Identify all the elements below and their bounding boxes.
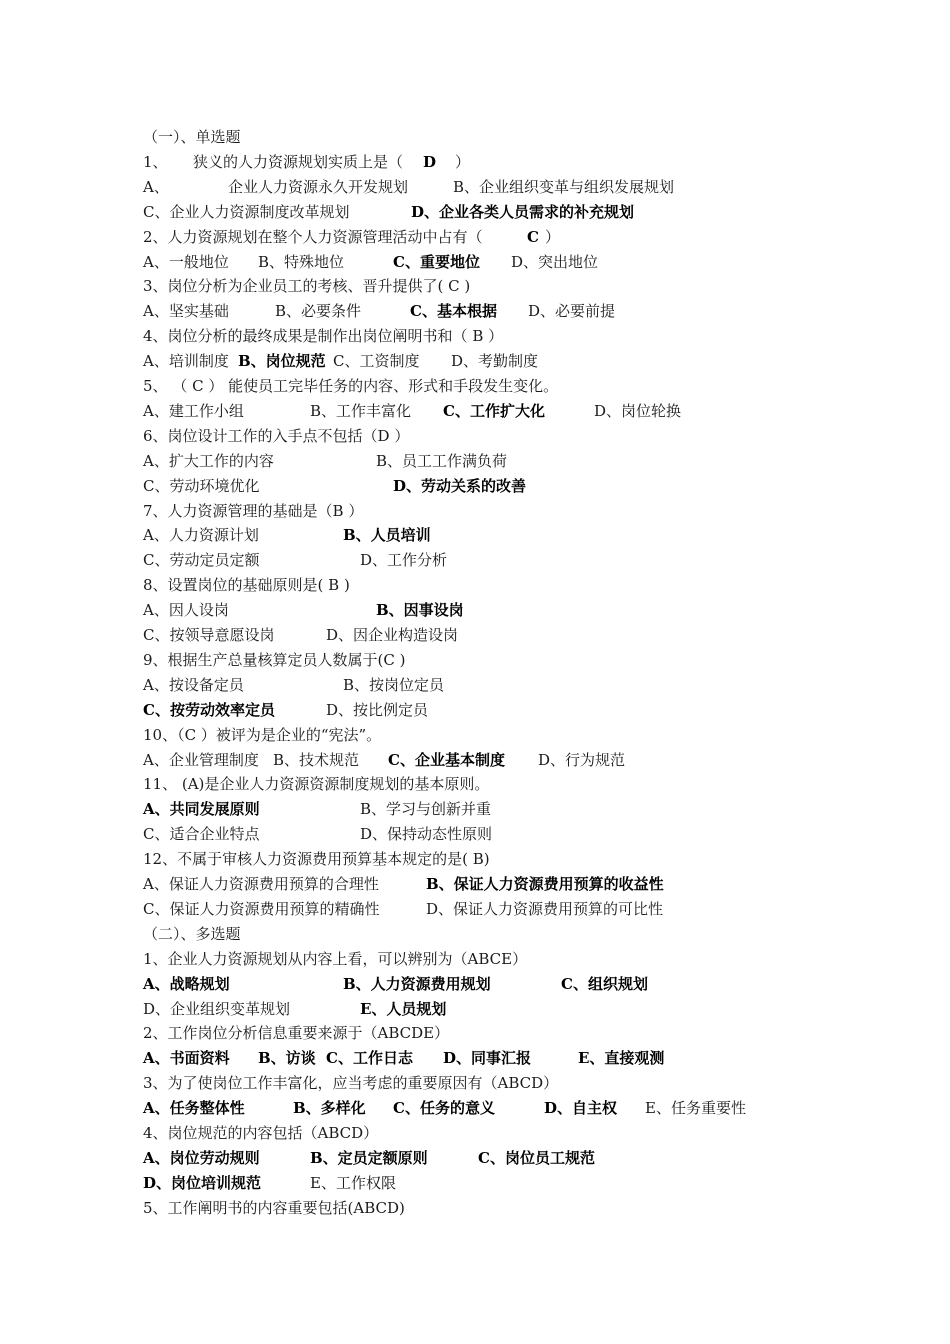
line-text: 企业人力资源永久开发规划 bbox=[228, 177, 409, 196]
line-text: 4、岗位规范的内容包括（ABCD） bbox=[143, 1124, 379, 1142]
answer-text: C、重要地位 bbox=[393, 252, 480, 271]
line-text: A、保证人力资源费用预算的合理性 bbox=[143, 875, 379, 893]
text-line bbox=[143, 748, 933, 772]
line-text: D、行为规范 bbox=[538, 750, 626, 769]
answer-text: C、任务的意义 bbox=[393, 1099, 495, 1118]
text-line bbox=[143, 673, 933, 697]
line-text: B、企业组织变革与组织发展规划 bbox=[453, 177, 675, 196]
line-text: 5、 （ C ） 能使员工完毕任务的内容、形式和手段发生变化。 bbox=[143, 377, 559, 395]
line-text: A、一般地位 bbox=[143, 252, 229, 271]
text-line bbox=[143, 399, 933, 423]
text-line bbox=[143, 922, 933, 946]
line-text: C、企业人力资源制度改革规划 bbox=[143, 202, 350, 221]
line-text: 10、（C ）被评为是企业的“宪法”。 bbox=[143, 725, 382, 744]
line-text: 2、人力资源规划在整个人力资源管理活动中占有（ bbox=[143, 227, 483, 246]
line-text: A、扩大工作的内容 bbox=[143, 451, 274, 470]
answer-text: B、保证人力资源费用预算的收益性 bbox=[426, 875, 664, 893]
text-line bbox=[143, 1146, 933, 1170]
text-line bbox=[143, 299, 933, 323]
line-text: D、考勤制度 bbox=[451, 352, 539, 371]
line-text: D、保证人力资源费用预算的可比性 bbox=[426, 899, 664, 918]
answer-text: C、企业基本制度 bbox=[388, 750, 505, 769]
text-line bbox=[143, 250, 933, 274]
line-text: A、因人设岗 bbox=[143, 601, 229, 620]
text-line bbox=[143, 897, 933, 921]
line-text: B、必要条件 bbox=[275, 302, 362, 321]
line-text: B、工作丰富化 bbox=[310, 401, 412, 420]
answer-text: C、按劳动效率定员 bbox=[143, 700, 275, 719]
answer-text: D bbox=[423, 152, 437, 171]
line-text: B、按岗位定员 bbox=[343, 675, 445, 694]
text-line bbox=[143, 872, 933, 896]
line-text: ） bbox=[455, 152, 471, 171]
line-text: A、按设备定员 bbox=[143, 675, 244, 694]
text-line bbox=[143, 573, 933, 597]
text-line bbox=[143, 698, 933, 722]
text-line bbox=[143, 723, 933, 747]
text-line bbox=[143, 523, 933, 547]
line-text: 4、岗位分析的最终成果是制作出岗位阐明书和（ B ） bbox=[143, 327, 504, 346]
text-line bbox=[143, 449, 933, 473]
text-line bbox=[143, 1021, 933, 1045]
text-line bbox=[143, 648, 933, 672]
line-text: 9、根据生产总量核算定员人数属于(C ) bbox=[143, 650, 406, 669]
answer-text: D、劳动关系的改善 bbox=[393, 476, 527, 495]
answer-text: C、岗位员工规范 bbox=[478, 1148, 595, 1167]
line-text: E、任务重要性 bbox=[645, 1099, 746, 1118]
text-line bbox=[143, 150, 933, 174]
line-text: （一）、单选题 bbox=[143, 128, 241, 146]
text-line bbox=[143, 474, 933, 498]
line-text: 5、工作阐明书的内容重要包括(ABCD) bbox=[143, 1198, 405, 1217]
answer-text: B、多样化 bbox=[293, 1099, 366, 1118]
text-line bbox=[143, 499, 933, 523]
line-text: D、突出地位 bbox=[511, 252, 599, 271]
text-line bbox=[143, 1071, 933, 1095]
line-text: （二）、多选题 bbox=[143, 924, 241, 943]
line-text: 2、工作岗位分析信息重要来源于（ABCDE） bbox=[143, 1024, 450, 1043]
text-line bbox=[143, 822, 933, 846]
line-text: 1、 bbox=[143, 152, 168, 171]
answer-text: C bbox=[527, 227, 539, 246]
text-line bbox=[143, 175, 933, 199]
line-text: D、企业组织变革规划 bbox=[143, 999, 291, 1018]
line-text: 11、 (A)是企业人力资源资源制度规划的基本原则。 bbox=[143, 775, 490, 794]
line-text: 8、设置岗位的基础原则是( B ) bbox=[143, 576, 350, 595]
answer-text: C、工作扩大化 bbox=[443, 401, 545, 420]
line-text: D、必要前提 bbox=[528, 302, 616, 321]
text-line bbox=[143, 947, 933, 971]
line-text: 3、为了使岗位工作丰富化，应当考虑的重要原因有（ABCD） bbox=[143, 1074, 559, 1093]
text-line bbox=[143, 1121, 933, 1145]
line-text: 6、岗位设计工作的入手点不包括（D ） bbox=[143, 426, 410, 445]
line-text: C、按领导意愿设岗 bbox=[143, 626, 275, 644]
answer-text: B、岗位规范 bbox=[238, 352, 326, 371]
line-text: A、人力资源计划 bbox=[143, 526, 259, 545]
line-text: C、工资制度 bbox=[333, 352, 420, 371]
line-text: D、保持动态性原则 bbox=[360, 825, 493, 844]
line-text: 狭义的人力资源规划实质上是（ bbox=[193, 152, 404, 171]
answer-text: B、访谈 bbox=[258, 1049, 316, 1068]
answer-text: C、工作日志 bbox=[326, 1049, 413, 1068]
line-text: ） bbox=[545, 227, 561, 246]
answer-text: A、任务整体性 bbox=[143, 1099, 245, 1118]
answer-text: A、书面资料 bbox=[143, 1049, 230, 1068]
text-line bbox=[143, 797, 933, 821]
text-line bbox=[143, 274, 933, 298]
line-text: C、劳动环境优化 bbox=[143, 476, 260, 495]
answer-text: B、定员定额原则 bbox=[310, 1148, 428, 1167]
text-line bbox=[143, 772, 933, 796]
text-line bbox=[143, 623, 933, 647]
line-text: D、因企业构造设岗 bbox=[326, 626, 459, 644]
line-text: A、建工作小组 bbox=[143, 401, 244, 420]
text-line bbox=[143, 125, 933, 149]
line-text: A、企业管理制度 bbox=[143, 750, 259, 769]
text-line bbox=[143, 200, 933, 224]
answer-text: D、同事汇报 bbox=[443, 1049, 532, 1068]
answer-text: D、岗位培训规范 bbox=[143, 1173, 262, 1192]
answer-text: B、人员培训 bbox=[343, 526, 431, 545]
answer-text: B、人力资源费用规划 bbox=[343, 974, 491, 993]
text-line bbox=[143, 548, 933, 572]
text-line bbox=[143, 225, 933, 249]
line-text: A、坚实基础 bbox=[143, 302, 229, 321]
text-line bbox=[143, 324, 933, 348]
text-line bbox=[143, 1196, 933, 1220]
text-line bbox=[143, 349, 933, 373]
answer-text: C、基本根据 bbox=[410, 302, 497, 321]
line-text: E、工作权限 bbox=[310, 1173, 396, 1192]
line-text: 7、人力资源管理的基础是（B ） bbox=[143, 501, 364, 520]
line-text: 1、企业人力资源规划从内容上看，可以辨别为（ABCE） bbox=[143, 949, 528, 968]
text-line bbox=[143, 1171, 933, 1195]
answer-text: D、企业各类人员需求的补充规划 bbox=[411, 202, 635, 221]
answer-text: E、人员规划 bbox=[360, 999, 447, 1018]
line-text: 3、岗位分析为企业员工的考核、晋升提供了( C ) bbox=[143, 277, 471, 296]
line-text: C、适合企业特点 bbox=[143, 825, 260, 844]
text-line bbox=[143, 997, 933, 1021]
line-text: 12、不属于审核人力资源费用预算基本规定的是( B) bbox=[143, 850, 490, 869]
answer-text: C、组织规划 bbox=[561, 974, 648, 993]
line-text: C、劳动定员定额 bbox=[143, 551, 260, 570]
answer-text: E、直接观测 bbox=[578, 1049, 665, 1068]
line-text: B、技术规范 bbox=[273, 750, 360, 769]
text-line bbox=[143, 1046, 933, 1070]
answer-text: A、岗位劳动规则 bbox=[143, 1148, 260, 1167]
text-line bbox=[143, 598, 933, 622]
answer-text: D、自主权 bbox=[544, 1099, 618, 1118]
line-text: B、员工工作满负荷 bbox=[376, 451, 508, 470]
line-text: D、岗位轮换 bbox=[594, 401, 682, 420]
answer-text: A、战略规划 bbox=[143, 974, 230, 993]
line-text: D、按比例定员 bbox=[326, 700, 429, 719]
line-text: C、保证人力资源费用预算的精确性 bbox=[143, 899, 380, 918]
line-text: D、工作分析 bbox=[360, 551, 448, 570]
answer-text: A、共同发展原则 bbox=[143, 800, 260, 819]
line-text: A、 bbox=[143, 177, 169, 196]
line-text: B、学习与创新并重 bbox=[360, 800, 492, 819]
line-text: B、特殊地位 bbox=[258, 252, 345, 271]
answer-text: B、因事设岗 bbox=[376, 601, 464, 620]
text-line bbox=[143, 374, 933, 398]
text-line bbox=[143, 847, 933, 871]
text-line bbox=[143, 972, 933, 996]
line-text: A、培训制度 bbox=[143, 352, 229, 371]
text-line bbox=[143, 1096, 933, 1120]
text-line bbox=[143, 424, 933, 448]
